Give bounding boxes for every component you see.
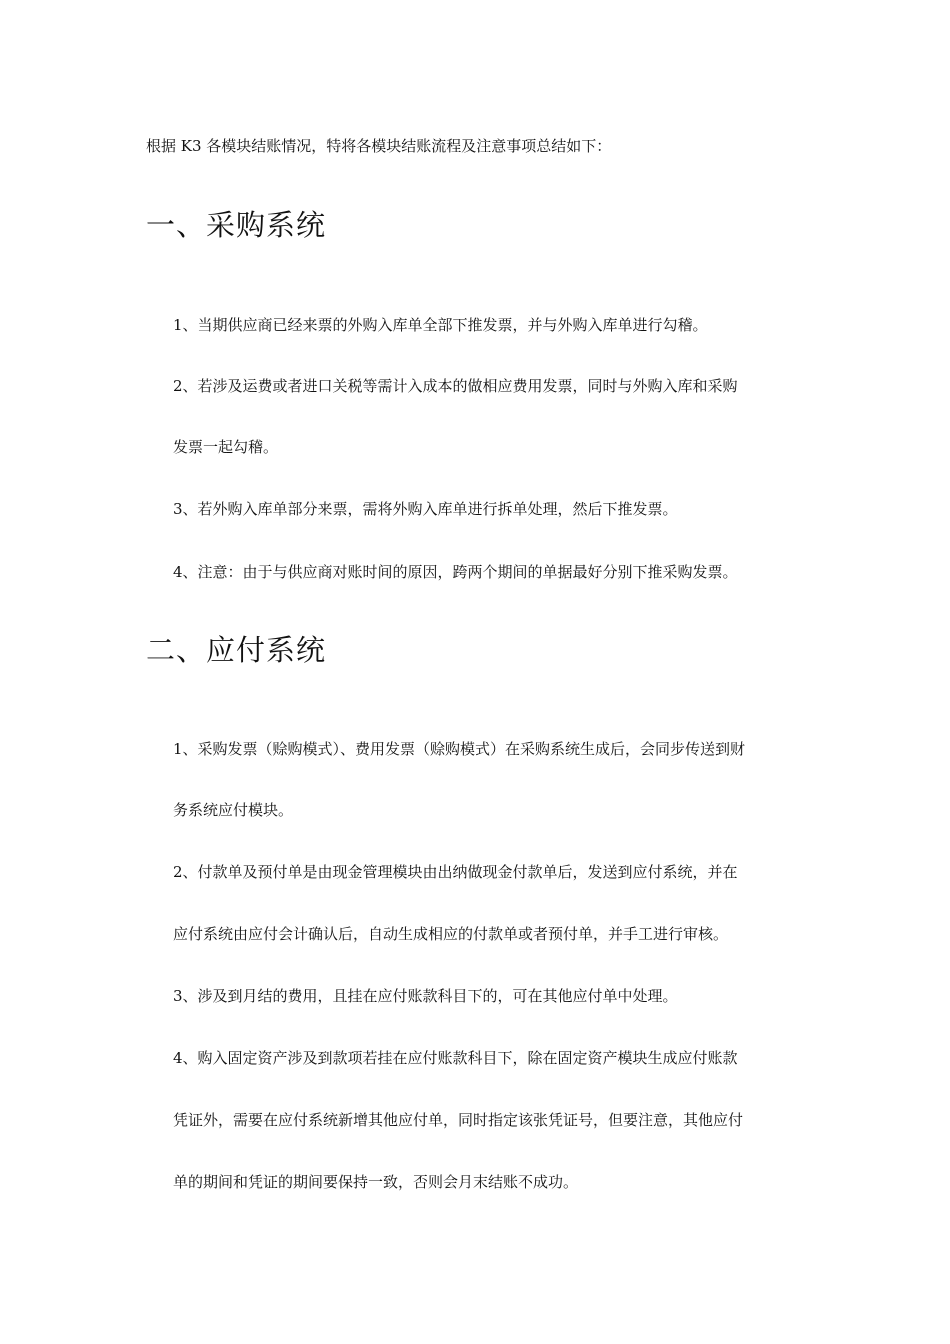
intro-paragraph: 根据 K3 各模块结账情况，特将各模块结账流程及注意事项总结如下： [146, 137, 612, 155]
purchasing-item-2-cont: 发票一起勾稽。 [173, 438, 279, 456]
payables-item-4-cont: 凭证外，需要在应付系统新增其他应付单，同时指定该张凭证号，但要注意，其他应付 [173, 1111, 744, 1129]
section-heading-payables: 二、应付系统 [146, 633, 327, 667]
payables-item-4-cont-2: 单的期间和凭证的期间要保持一致，否则会月末结账不成功。 [173, 1173, 579, 1191]
section-heading-purchasing: 一、采购系统 [146, 208, 327, 242]
purchasing-item-4: 4、注意：由于与供应商对账时间的原因，跨两个期间的单据最好分别下推采购发票。 [173, 563, 738, 581]
purchasing-item-3: 3、若外购入库单部分来票，需将外购入库单进行拆单处理，然后下推发票。 [173, 500, 678, 518]
payables-item-2-cont: 应付系统由应付会计确认后，自动生成相应的付款单或者预付单，并手工进行审核。 [173, 925, 729, 943]
payables-item-3: 3、涉及到月结的费用，且挂在应付账款科目下的，可在其他应付单中处理。 [173, 987, 678, 1005]
payables-item-1: 1、采购发票（赊购模式）、费用发票（赊购模式）在采购系统生成后，会同步传送到财 [173, 740, 746, 758]
payables-item-1-cont: 务系统应付模块。 [173, 801, 294, 819]
payables-item-2: 2、付款单及预付单是由现金管理模块由出纳做现金付款单后，发送到应付系统，并在 [173, 863, 738, 881]
purchasing-item-1: 1、当期供应商已经来票的外购入库单全部下推发票，并与外购入库单进行勾稽。 [173, 316, 708, 334]
purchasing-item-2: 2、若涉及运费或者进口关税等需计入成本的做相应费用发票，同时与外购入库和采购 [173, 377, 738, 395]
payables-item-4: 4、购入固定资产涉及到款项若挂在应付账款科目下，除在固定资产模块生成应付账款 [173, 1049, 738, 1067]
